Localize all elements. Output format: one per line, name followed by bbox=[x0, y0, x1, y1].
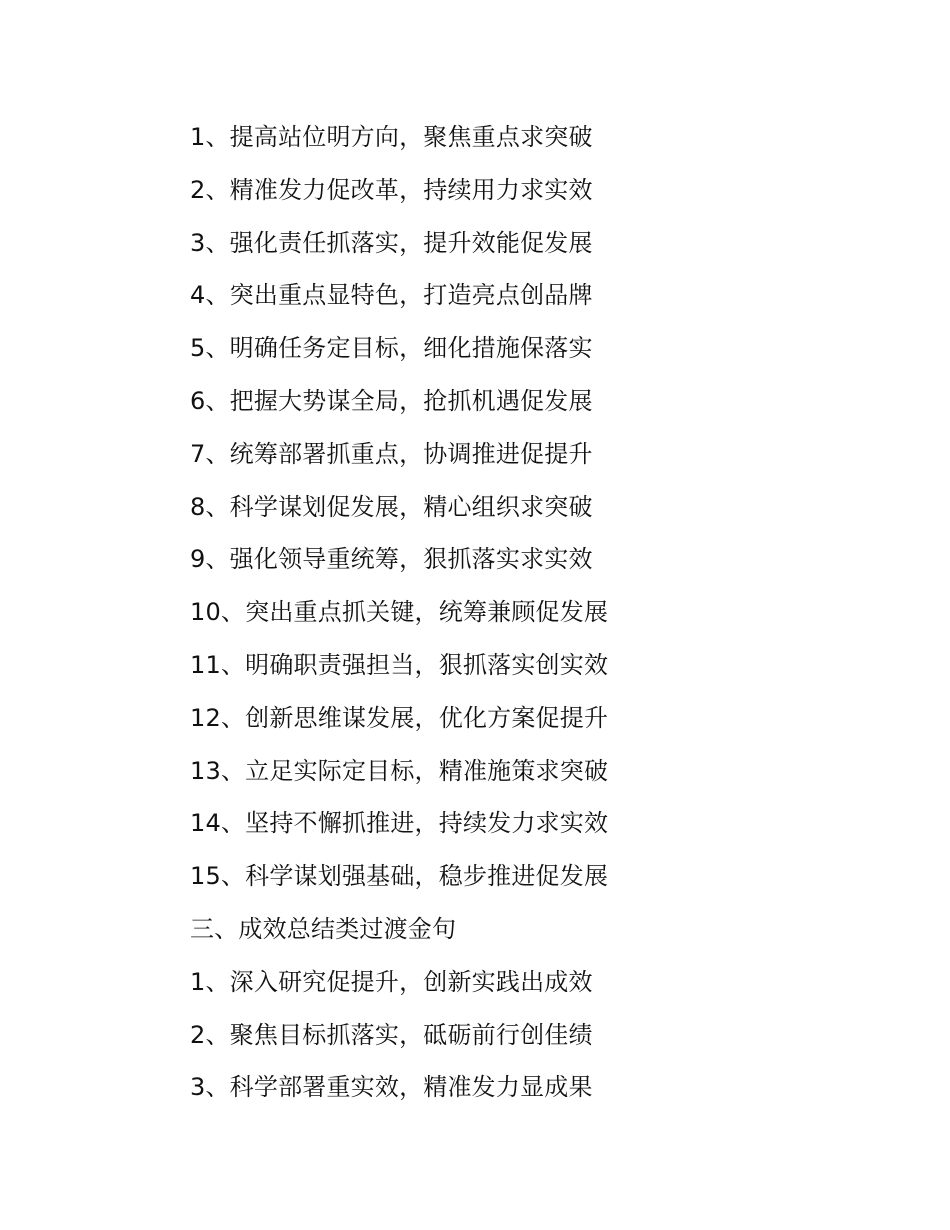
list-item: 14、坚持不懈抓推进，持续发力求实效 bbox=[190, 809, 609, 838]
list-item: 1、提高站位明方向，聚焦重点求突破 bbox=[190, 123, 593, 151]
section-heading: 三、成效总结类过渡金句 bbox=[190, 914, 457, 943]
list-item: 2、精准发力促改革，持续用力求实效 bbox=[190, 175, 593, 204]
list-item: 7、统筹部署抓重点，协调推进促提升 bbox=[190, 439, 593, 468]
list-item: 5、明确任务定目标，细化措施保落实 bbox=[190, 334, 593, 363]
list-item: 15、科学谋划强基础，稳步推进促发展 bbox=[190, 862, 609, 891]
list-item: 13、立足实际定目标，精准施策求突破 bbox=[190, 756, 609, 785]
list-item: 3、强化责任抓落实，提升效能促发展 bbox=[190, 228, 593, 257]
document-body bbox=[190, 111, 870, 1114]
list-item: 11、明确职责强担当，狠抓落实创实效 bbox=[190, 650, 609, 679]
list-item: 9、强化领导重统筹，狠抓落实求实效 bbox=[190, 545, 593, 574]
list-item: 1、深入研究促提升，创新实践出成效 bbox=[190, 967, 593, 996]
list-item: 2、聚焦目标抓落实，砥砺前行创佳绩 bbox=[190, 1020, 593, 1049]
list-item: 8、科学谋划促发展，精心组织求突破 bbox=[190, 492, 593, 521]
list-item: 10、突出重点抓关键，统筹兼顾促发展 bbox=[190, 598, 609, 627]
list-item: 6、把握大势谋全局，抢抓机遇促发展 bbox=[190, 386, 593, 415]
list-item: 12、创新思维谋发展，优化方案促提升 bbox=[190, 703, 609, 732]
list-item: 4、突出重点显特色，打造亮点创品牌 bbox=[190, 281, 593, 310]
list-item: 3、科学部署重实效，精准发力显成果 bbox=[190, 1073, 593, 1102]
